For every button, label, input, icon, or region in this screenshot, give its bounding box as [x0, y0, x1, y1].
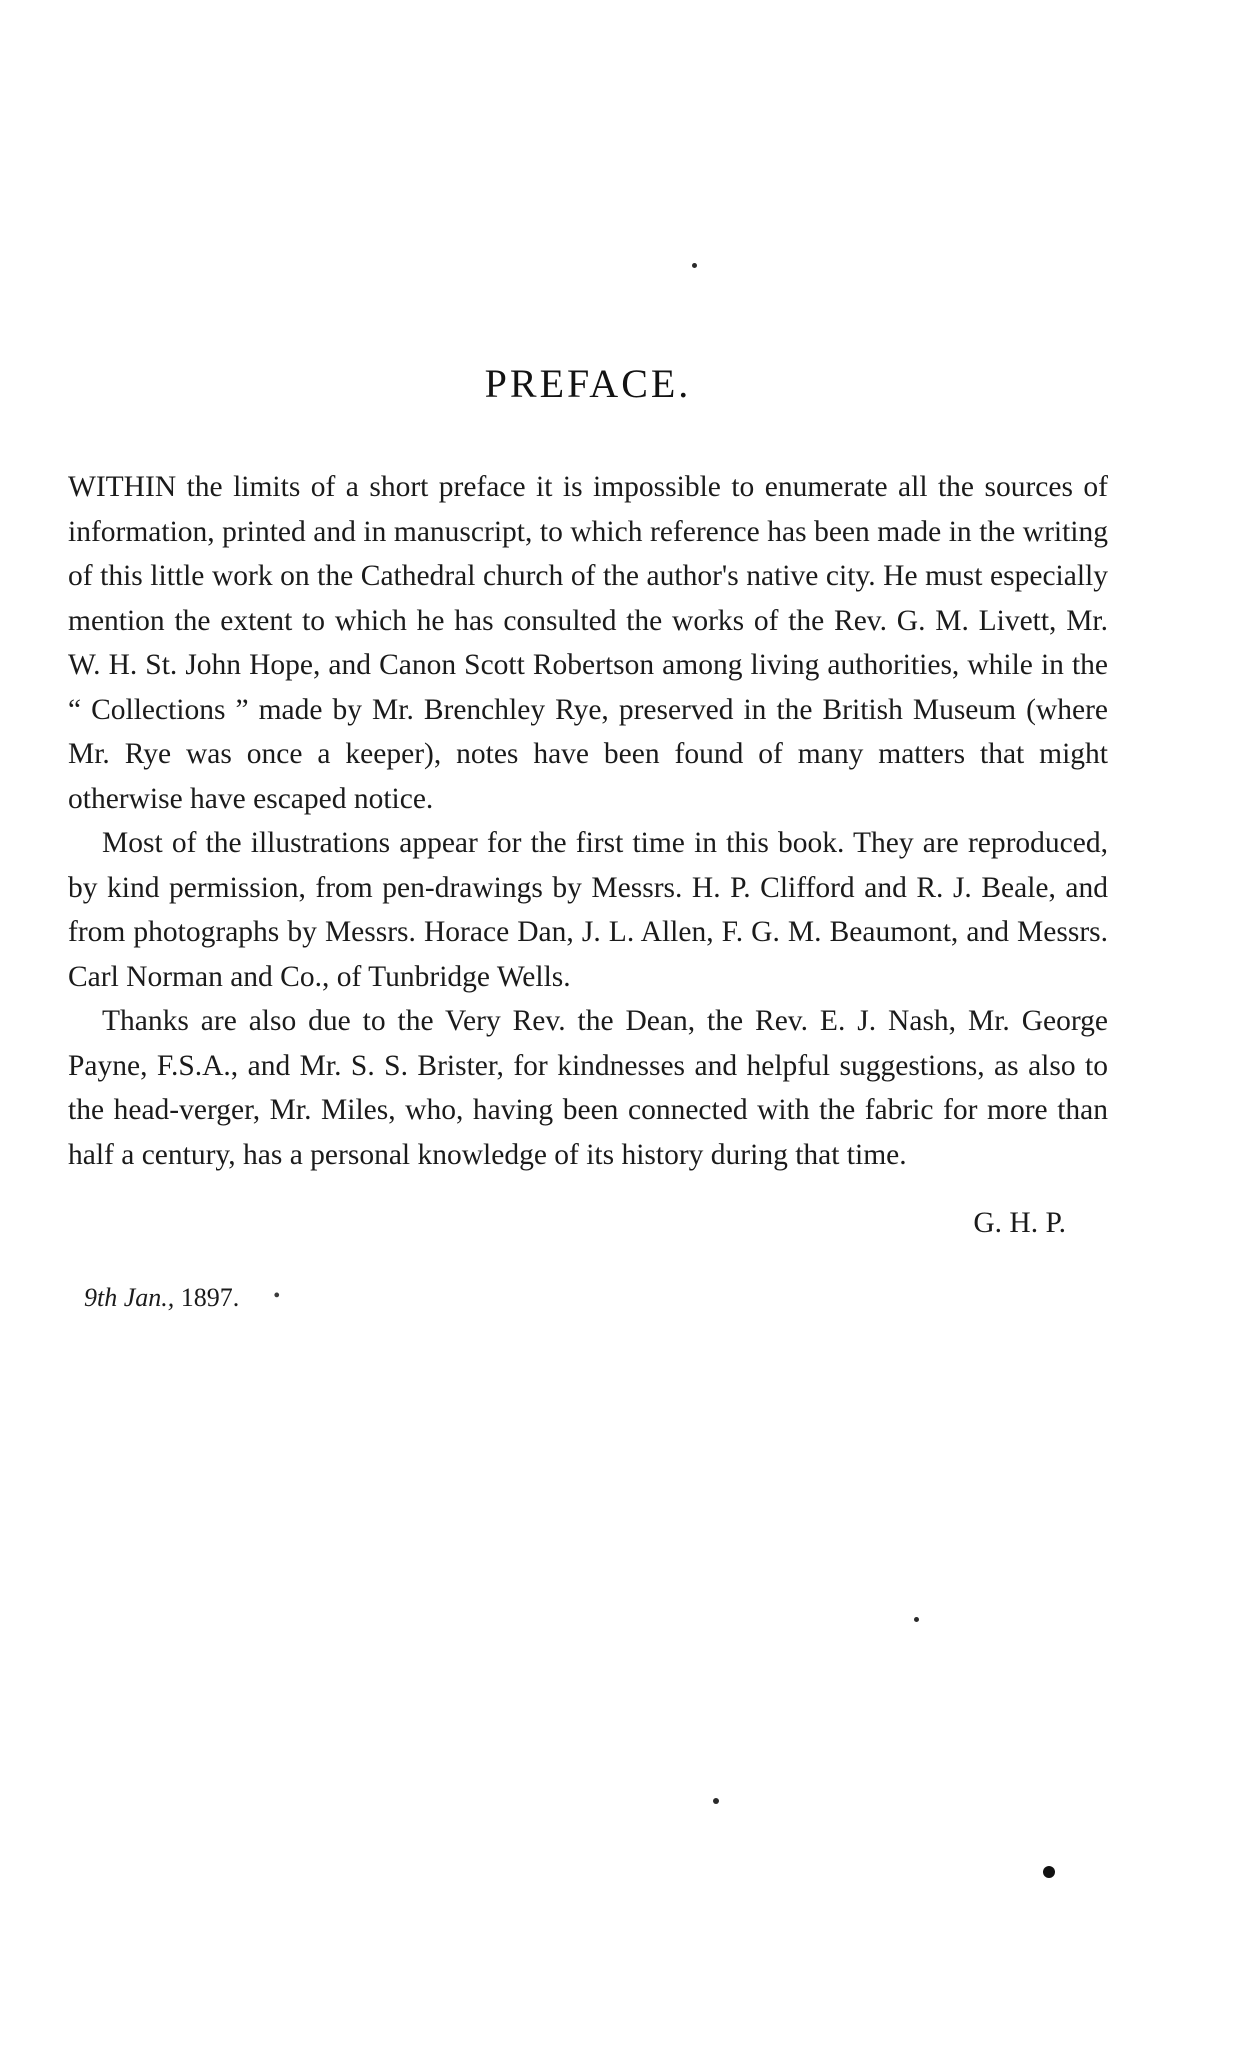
paragraph-1 — [68, 465, 1108, 821]
page-speck-bottom — [1043, 1866, 1055, 1878]
page-speck-top — [692, 263, 697, 268]
paragraph-3: Thanks are also due to the Very Rev. the Dean, the Rev. E. J. Nash, Mr. George Payne, F.S.A., and Mr. S. S. Brister, for kindnesses and helpful suggestions, as also to the head-verger, Mr. Miles, who, having been connected with the fabric for more than half a century, has a personal knowledge of its history during that time. — [68, 1005, 1108, 1171]
page-speck-mid-right — [914, 1617, 919, 1622]
page-speck-lower — [713, 1798, 719, 1804]
paragraph-1-text: the limits of a short preface it is impossible to enumerate all the sources of information, printed and in manuscript, to which reference has been made in the writing of this little work on the Cathedral church of the author's native city. He must especially mention the extent to which he has consulted the works of the Rev. G. M. Livett, Mr. W. H. St. John Hope, and Canon Scott Robertson among living authorities, while in the “ Collections ” made by Mr. Brenchley Rye, preserved in the British Museum (where Mr. Rye was once a keeper), notes have been found of many matters that might otherwise have escaped notice. — [68, 471, 1108, 815]
page-title: PREFACE. — [484, 361, 692, 406]
paragraph-1-lead: WITHIN — [68, 471, 177, 503]
date-month: 9th Jan., — [84, 1282, 175, 1312]
date-mark: • — [273, 1284, 281, 1307]
date-line — [68, 1276, 1108, 1318]
paragraph-2: Most of the illustrations appear for the first time in this book. They are reproduced, by kind permission, from pen-drawings by Messrs. H. P. Clifford and R. J. Beale, and from photographs by Messrs. Horace Dan, J. L. Allen, F. G. M. Beaumont, and Messrs. Carl Norman and Co., of Tunbridge Wells. — [68, 827, 1108, 993]
author-initials: G. H. P. — [973, 1207, 1066, 1239]
date-year: 1897. — [174, 1282, 240, 1312]
document-body — [68, 360, 1108, 1318]
